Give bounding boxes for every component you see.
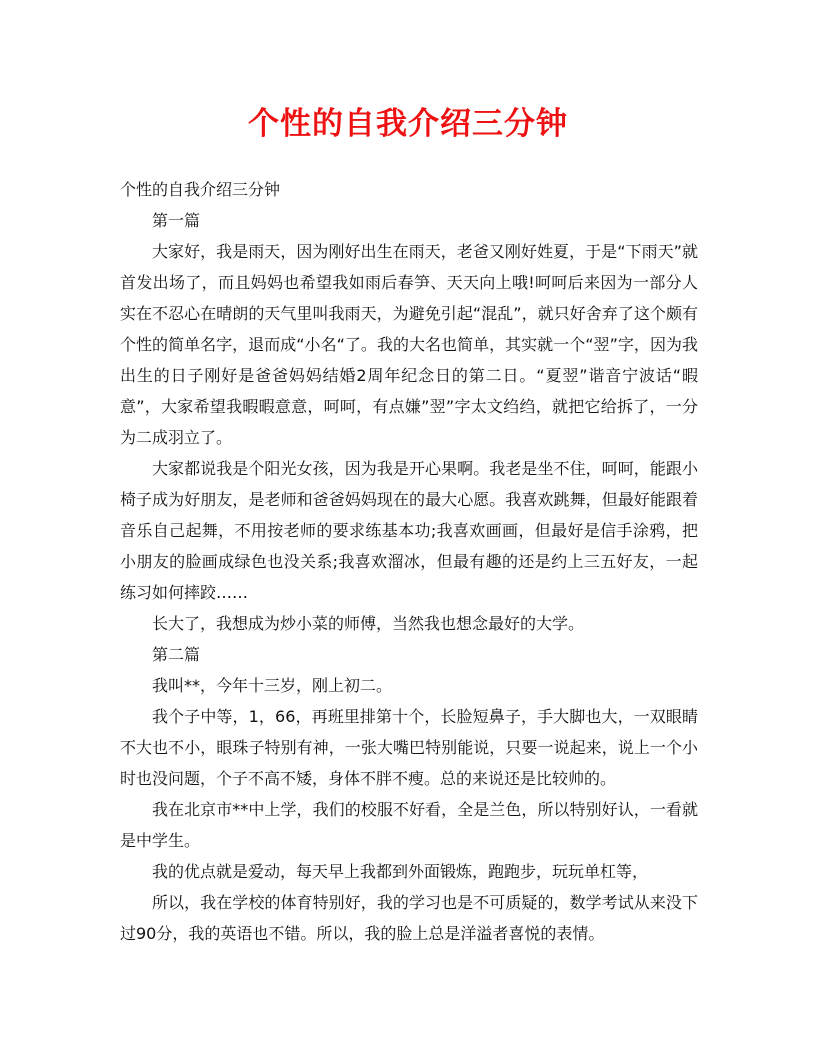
body-paragraph: 我个子中等，1，66，再班里排第十个，长脸短鼻子，手大脚也大，一双眼睛不大也不小，眼珠子特别有神，一张大嘴巴特别能说，只要一说起来，说上一个小时也没问题，个子不高不矮，身体不胖不瘦。总的来说还是比较帅的。: [120, 707, 698, 788]
document-title: 个性的自我介绍三分钟: [248, 106, 568, 142]
subtitle-paragraph: 个性的自我介绍三分钟: [120, 180, 281, 199]
body-paragraph: 我在北京市**中上学，我们的校服不好看，全是兰色，所以特别好认，一看就是中学生。: [120, 800, 698, 850]
body-paragraph: 我的优点就是爱动，每天早上我都到外面锻炼，跑跑步，玩玩单杠等，: [152, 862, 649, 881]
document-body: [120, 174, 698, 949]
body-paragraph: 长大了，我想成为炒小菜的师傅，当然我也想念最好的大学。: [152, 614, 585, 633]
body-paragraph: 我叫**，今年十三岁，刚上初二。: [152, 676, 393, 695]
section-heading-1: 第一篇: [152, 211, 201, 230]
body-paragraph: 所以，我在学校的体育特别好，我的学习也是不可质疑的，数学考试从来没下过90分，我的英语也不错。所以，我的脸上总是洋溢者喜悦的表情。: [120, 893, 698, 943]
body-paragraph: 大家都说我是个阳光女孩，因为我是开心果啊。我老是坐不住，呵呵，能跟小椅子成为好朋友，是老师和爸爸妈妈现在的最大心愿。我喜欢跳舞，但最好能跟着音乐自己起舞，不用按老师的要求练基本功;我喜欢画画，但最好是信手涂鸦，把小朋友的脸画成绿色也没关系;我喜欢溜冰，但最有趣的还是约上三五好友，一起练习如何摔跤……: [120, 459, 698, 602]
body-paragraph: 大家好，我是雨天，因为刚好出生在雨天，老爸又刚好姓夏，于是“下雨天”就首发出场了，而且妈妈也希望我如雨后春笋、天天向上哦!呵呵后来因为一部分人实在不忍心在晴朗的天气里叫我雨天，为避免引起“混乱”，就只好舍弃了这个颇有个性的简单名字，退而成“小名“了。我的大名也简单，其实就一个“翌”字，因为我出生的日子刚好是爸爸妈妈结婚2周年纪念日的第二日。“夏翌”谐音宁波话“暇意”，大家希望我暇暇意意，呵呵，有点嫌”翌”字太文绉绉，就把它给拆了，一分为二成羽立了。: [120, 242, 698, 447]
section-heading-2: 第二篇: [152, 645, 201, 664]
